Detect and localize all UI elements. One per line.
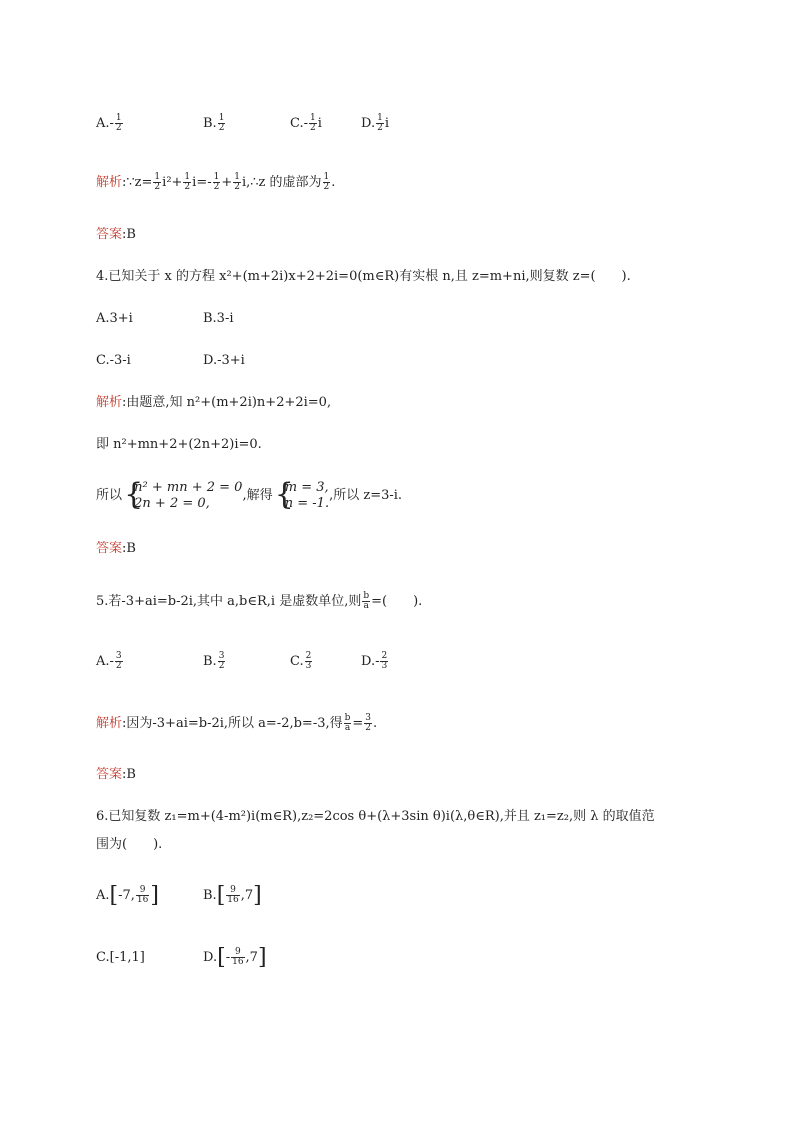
option-label: B.	[203, 116, 217, 131]
option-label: A.-	[96, 116, 114, 131]
fraction: $\frac{2}{3}$	[305, 651, 312, 671]
fraction: $\frac{1}{2}$	[377, 113, 383, 133]
q5-stem: 5.若-3+ai=b-2i,其中 a,b∈R,i 是虚数单位,则 $\frac{b}{a}$ =( ).	[96, 591, 423, 611]
q4-option-c: C.-3-i	[96, 353, 131, 368]
fraction: $\frac{1}{2}$	[323, 172, 330, 192]
q3-option-b	[203, 114, 226, 133]
q3-option-a	[96, 114, 124, 133]
q5-option-d: D.- $\frac{2}{3}$	[361, 651, 388, 671]
q4-answer	[96, 540, 136, 558]
equation-system: { m = 3, n = -1.	[277, 480, 329, 512]
q4-analysis-line3: 所以 { n² + mn + 2 = 0 2n + 2 = 0, ,解得 { m = 3, n = -1. ,所以 z=3-i.	[96, 478, 402, 514]
option-label: D.	[361, 116, 376, 131]
answer-value: :B	[122, 227, 136, 242]
q4-option-b: B.3-i	[203, 311, 234, 326]
q4-option-d: D.-3+i	[203, 353, 245, 368]
q6-option-a: A.[-7, $\frac{9}{16}$ ]	[96, 882, 159, 908]
analysis-label: 解析	[96, 395, 123, 410]
answer-value: :B	[122, 767, 136, 782]
analysis-label: 解析	[96, 175, 123, 190]
q5-option-b: B. $\frac{3}{2}$	[203, 651, 225, 671]
fraction: $\frac{3}{2}$	[218, 651, 225, 671]
q6-option-c: C.[-1,1]	[96, 950, 145, 965]
q3-analysis: 解析:∵z= $\frac{1}{2}$ i²+ $\frac{1}{2}$ i=- $\frac{1}{2}$ + $\frac{1}{2}$ i,∴z 的虚部为 $\frac{1}{2}$ .	[96, 172, 336, 192]
fraction: $\frac{1}{2}$	[218, 113, 225, 133]
analysis-label: 解析	[96, 716, 123, 731]
equation-system: { n² + mn + 2 = 0 2n + 2 = 0,	[126, 480, 242, 512]
q5-option-c: C. $\frac{2}{3}$	[290, 651, 312, 671]
answer-label: 答案	[96, 767, 123, 782]
fraction: $\frac{1}{2}$	[115, 113, 122, 133]
q5-analysis: 解析:因为-3+ai=b-2i,所以 a=-2,b=-3,得 $\frac{b}{a}$ = $\frac{3}{2}$ .	[96, 713, 378, 733]
q6-option-b: B.[ $\frac{9}{16}$ ,7]	[203, 882, 262, 908]
q6-stem-line1: 6.已知复数 z₁=m+(4-m²)i(m∈R),z₂=2cos θ+(λ+3sin θ)i(λ,θ∈R),并且 z₁=z₂,则 λ 的取值范	[96, 809, 655, 824]
q4-analysis-line2: 即 n²+mn+2+(2n+2)i=0.	[96, 437, 262, 452]
q3-option-c: C.- $\frac{1}{2}$ i	[290, 113, 322, 133]
q3-option-d: D. $\frac{1}{2}$ i	[361, 113, 389, 133]
answer-label: 答案	[96, 541, 123, 556]
q4-stem: 4.已知关于 x 的方程 x²+(m+2i)x+2+2i=0(m∈R)有实根 n,且 z=m+ni,则复数 z=( ).	[96, 269, 631, 284]
answer-value: :B	[122, 541, 136, 556]
q5-option-a: A.- $\frac{3}{2}$	[96, 651, 122, 671]
q5-answer	[96, 766, 136, 784]
q4-option-a: A.3+i	[96, 311, 133, 326]
q6-option-d: D.[- $\frac{9}{16}$ ,7]	[203, 944, 267, 970]
q3-answer	[96, 226, 136, 244]
q6-stem-line2: 围为( ).	[96, 837, 163, 852]
fraction: $\frac{1}{2}$	[310, 113, 316, 133]
q4-analysis-line1: 解析:由题意,知 n²+(m+2i)n+2+2i=0,	[96, 395, 332, 410]
fraction: $\frac{2}{3}$	[381, 651, 388, 671]
fraction: $\frac{3}{2}$	[115, 651, 122, 671]
option-label: C.-	[290, 116, 309, 131]
answer-label: 答案	[96, 227, 123, 242]
